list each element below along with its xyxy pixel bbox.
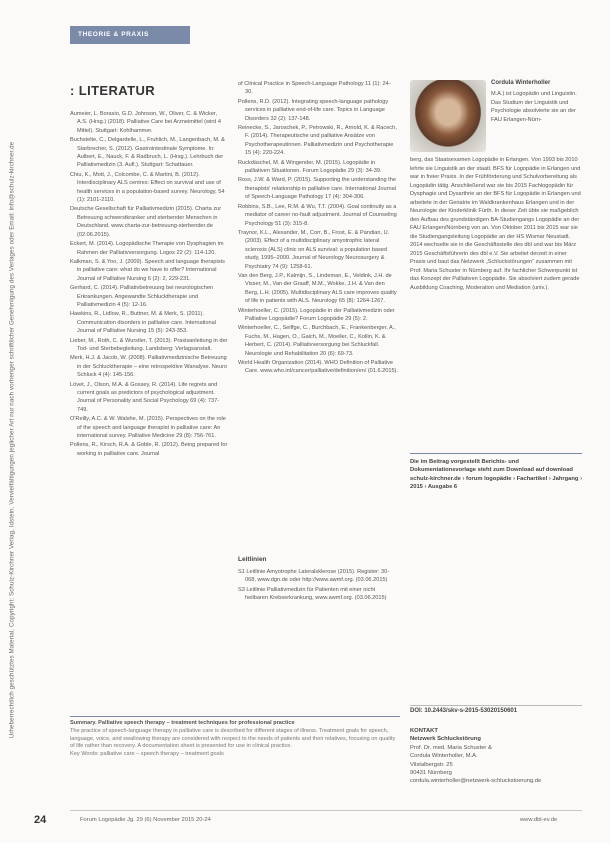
contact-line: Prof. Dr. med. Maria Schuster & [410, 744, 492, 751]
reference-entry: Hawkins, R., Lidlow, R., Buttner, M. & Merk, S. (2011). Communication disorders in palliative care. International Journal of Palliative Nursing 15 (5): 243-353. [70, 311, 216, 335]
reference-entry: Pollens, R., Kirsch, R.A. & Goble, R. (2012). Being prepared for working in palliative care. Journal [70, 442, 228, 457]
footer-url[interactable]: www.dbl-ev.de [520, 817, 558, 823]
reference-entry: Eckert, M. (2014). Logopädische Therapie von Dysphagien im Rahmen der Palliativversorgung. Logos 22 (2): 114-120. [70, 241, 224, 256]
doi: DOI: 10.2443/skv-s-2015-53020150601 [410, 705, 582, 714]
contact-line: Vilstalbergstr. 25 [410, 761, 453, 768]
reference-entry: Deutsche Gesellschaft für Palliativmedizin (2015). Charta zur Betreuung schwerstkranker und sterbender Menschen in Deutschland. www.charta-zur-betreuung-sterbender.de (02.06.2015). [70, 206, 222, 238]
side-copyright-notice [4, 80, 20, 800]
abstract-box [70, 716, 400, 759]
literature-title: : LITERATUR [70, 83, 156, 98]
abstract-body: The practice of speech-language therapy in palliative care is described for different stages of illness. Treatment goals for speech, language, voice, and swallowing therapy are considered with respect to the needs of patients and their relatives, focusing on quality of life rather than recovery. A documentation sheet is presented for use in clinical practice. [70, 727, 396, 750]
contact-line: 90431 Nürnberg [410, 770, 452, 777]
reference-entry: Gerhard, C. (2014). Palliativbetreuung bei neurologischen Erkrankungen. Angewandte Schlucktherapie und Palliativmedizin 4 (5): 12-16. [70, 285, 214, 308]
author-photo [410, 80, 486, 152]
author-name: Cordula Winterholler [491, 80, 551, 86]
reference-entry: Robbins, S.B., Lee, R.M. & Wu, T.T. (2004). Goal continuity as a mediator of career no-fault adjustment. Journal of Counseling Psychology 51 (3): 315-8. [238, 203, 397, 227]
journal-footer: Forum Logopädie Jg. 29 (6) November 2015 20-24 [80, 817, 211, 823]
reference-entry: Traynor, K.L., Alexander, M., Corr, B., Frost, E. & Pandian, U. (2003). Effect of a multidisciplinary amyotrophic lateral sclerosis (ALS) clinic on ALS survival: a population based study, 1995–2000. Journal of Neurology Neurosurgery & Psychiatry 74 (9): 1258-61. [238, 229, 390, 270]
author-bio: berg, das Staatsexamen Logopädie in Erlangen. Von 1993 bis 2010 lehrte sie Linguistik an der staatl. BFS für Logopädie in Erlangen und war in freier Praxis. In der Frühförderung und Schulvorbereitung als Logopädin tätig. Anschließend war sie bis 2015 Fachlogopädin für Dysphagie und Dysarthrie an der BFS für Logopädie in Erlangen und arbeitete in der Geriatrie im Waldkrankenhaus Erlangen und in der Neurologie der Kinderklinik Fürth. In dieser Zeit übte sie maßgeblich den Aufbau des grundständigen BA-Studiengangs Logopädie an der FAU Erlangen/Nürnberg von an. Von Oktober 2011 bis 2015 war sie die Studiengangsleitung Logopädie an der HS Wismar Neustadt. 2014 wechselte sie in die Geschäftsstelle des dbl und war bis März 2015 Geschäftsführerin des dbl e.V. Sie arbeitet derzeit in einer Praxis und baut das Netzwerk „Schluckstörungen“ zusammen mit Prof. Maria Schuster in Nürnberg auf. Ihr fachlicher Schwerpunkt ist das Konzept der Palliativen Logopädie. Sie absolviert zudem gerade Ausbildung Coaching, Moderation und Mediation (univ.). [410, 157, 581, 291]
contact-box [410, 727, 582, 786]
footer-divider [70, 810, 582, 811]
reference-entry: Van den Berg, J.P., Kalmijn, S., Lindeman, E., Veldink, J.H. de Visser, M., Van der Graaff, M.M., Wokke, J.H. & Van den Berg, L.H. (2005). Multidisciplinary ALS care improves quality of life in patients with ALS. Neurology 65 (8): 1264-1267. [238, 272, 397, 305]
abstract-title: Summary. Palliative speech therapy – treatment techniques for professional practice [70, 720, 295, 726]
reference-entry: Winterhoeller, C. (2015). Logopädie in der Palliativmedizin oder Palliative Logopädie? Forum Logopädie 29 (5): 2. [238, 307, 395, 322]
contact-email[interactable]: cordula.winterholler@netzwerk-schluckstoerung.de [410, 778, 542, 785]
guidelines-list [238, 568, 398, 604]
reference-entry: Lieber, M., Roth, C. & Wurstler, T. (2013). Praxisanleitung in der Tod- und Sterbebegleitung. Landsberg: Verlagsanstalt. [70, 337, 228, 352]
reference-entry: Pollens, R.D. (2012). Integrating speech-language pathology services in palliative end-of-life care. Topics in Language Disorders 32 (2): 137-148. [238, 98, 389, 122]
guideline-entry: S1 Leitlinie Amyotrophe Lateralsklerose (2015). Register: 30-068, www.dgn.de oder http://www.awmf.org. (03.06.2015) [238, 569, 390, 584]
reference-entry: Kalkman, S. & Yoo, J. (2009). Speech and language therapists in palliative care: what do we have to offer? International Journal of Palliative Nursing 6 (2): 2, 229-231. [70, 258, 225, 282]
guidelines-heading: Leitlinien [238, 556, 267, 563]
section-tab: THEORIE & PRAXIS [70, 26, 190, 44]
reference-entry: Ruckdäschel, M. & Wingender, M. (2015). Logopädie in palliativen Situationen. Forum Logopädie 29 (3): 34-39. [238, 159, 382, 175]
literature-column-2 [238, 80, 398, 377]
reference-entry: Buchstelte, C., Delgardelle, L., Fruhlich, M., Langenbach, M. & Starbrecher, S. (2012). Gastrointestinale Symptome. In: Aulbert, E., Nauck, F. & Radbruch, L. (Hrsg.). Lehrbuch der Palliativmedizin (3. Aufl.). Stuttgart: Schattauer. [70, 137, 225, 169]
reference-entry: Reinecke, S., Jaroschek, P., Petrowski, R., Arnold, K. & Racech, F. (2014). Therapeutische und palliative Ansätze von Psychotherapeutinnen. Palliativmedizin und Psychotherapie 15 (4): 220-224. [238, 125, 397, 157]
author-bio-top: M.A.) ist Logopädin und Linguistin. Das Studium der Linguistik und Psychologie absolvierte sie an der FAU Erlangen-Nürn- [491, 91, 577, 123]
download-note: Die im Beitrag vorgestellt Berichts- und Dokumentationsvorlage steht zum Download auf download schulz-kirchner.de › forum logopädie › Fachartikel › Jahrgang › 2015 › Ausgabe 6 [410, 453, 582, 492]
copyright-text: Urheberrechtlich geschütztes Material. Copyright: Schulz-Kirchner Verlag, Idstein. Vervielfältigungen jeglicher Art nur nach vorheriger schriftlicher Genehmigung des Verlages oder Email: info@schulz-kirchner.de [8, 141, 16, 739]
page-number: 24 [34, 814, 47, 826]
reference-entry: O'Reilly, A.C. & W. Walshe, M. (2015). Perspectives on the role of the speech and language therapist in palliative care: An international survey. Palliative Medicine 29 (8): 756-761. [70, 416, 226, 440]
contact-line: Netzwerk Schluckstörung [410, 736, 481, 743]
literature-column-1 [70, 110, 228, 459]
reference-entry: Ross, J.W. & Ward, P. (2015). Supporting the understanding the therapists' relationship in palliative care. International Journal of Speech-Language Pathology 17 (4): 304-306. [238, 177, 396, 201]
guideline-entry: S3 Leitlinie Palliativmedizin für Patienten mit einer nicht heilbaren Krebserkrankung, www.awmf.org. (03.06.2015) [238, 586, 387, 602]
reference-entry: Chiu, K., Mott, J., Colcombe, C. & Martini, B. (2012). Interdisciplinary ALS centres: Effect on survival and use of health services in a population-based survey. Neurology, 54 (1): 2101-2110. [70, 171, 225, 204]
reference-entry: of Clinical Practice in Speech-Language Pathology 11 (1): 24-30. [238, 81, 391, 96]
reference-entry: Aumeier, L. Borasio, G.D. Johnson, W., Oliver, C. & Wicker, A.S. (Hrsg.) (2018). Palliative Care bei Arzneimittel (wird 4 Mittel). Stuttgart: Kohlhammer. [70, 111, 221, 134]
contact-line: Cordula Winterholler, M.A. [410, 753, 478, 760]
contact-title: KONTAKT [410, 728, 438, 734]
reference-entry: Winterhoeller, C., Seiffge, C., Burchbach, E., Frankenberger, A., Fuchs, M., Hagen, O., Gaich, M., Moeller, C., Kollin, K. & Herbert, C. (2014). Palliativversorgung bei Schluckfall. Neurologie und Rehabilitation 20 (6): 69-73. [238, 325, 396, 357]
reference-entry: Merk, H.J. & Jacob, W. (2008). Palliativmedizinische Betreuung in der Schlucktherapie – eine retrospektive Wanalyse. Neuro Schluck 4 (4): 145-156. [70, 355, 227, 379]
reference-entry: Lövet, J., Olson, M.A. & Gossey, R. (2014). Life regrets and current goals as predictors of psychological adjustment. Journal of Personality and Social Psychology 69 (4): 737-749. [70, 381, 220, 413]
abstract-keywords: Key Words: palliative care – speech therapy – treatment goals [70, 751, 224, 758]
reference-entry: World Health Organization (2014). WHO Definition of Palliative Care. www.who.int/cancer/palliative/definition/en/ (01.6.2015). [238, 360, 398, 375]
